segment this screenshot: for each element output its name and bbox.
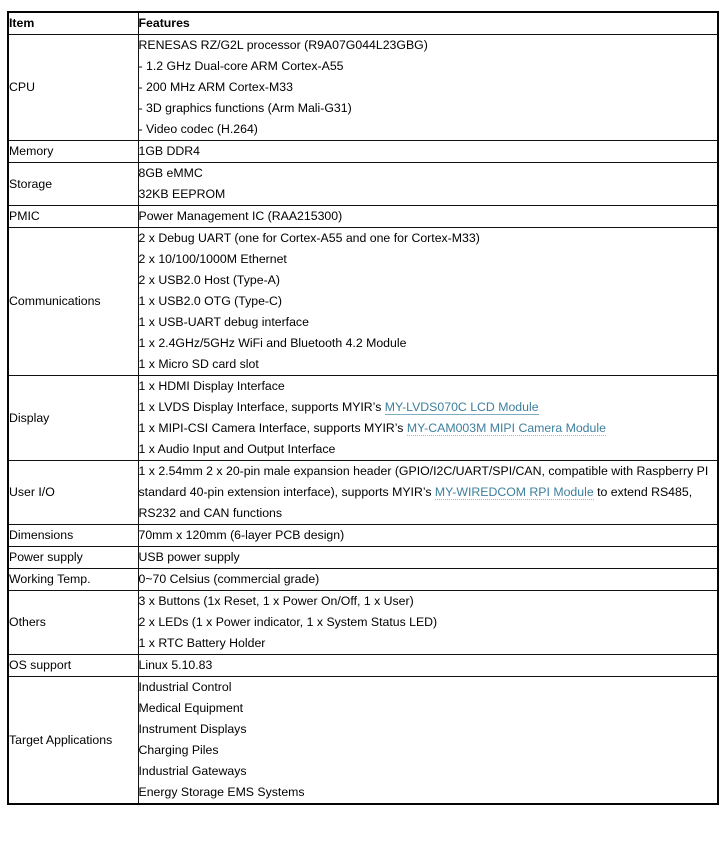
feature-line: 1 x RTC Battery Holder xyxy=(138,636,266,650)
row-label-cpu: CPU xyxy=(8,35,138,141)
feature-line: 1GB DDR4 xyxy=(138,144,201,158)
feature-line: 1 x HDMI Display Interface xyxy=(138,379,285,393)
row-features-cpu xyxy=(138,35,718,141)
table-row xyxy=(8,163,718,206)
row-features-display xyxy=(138,376,718,461)
table-row xyxy=(8,35,718,141)
table-row xyxy=(8,547,718,569)
feature-line: - 200 MHz ARM Cortex-M33 xyxy=(138,80,293,94)
feature-line: 8GB eMMC xyxy=(138,166,203,180)
feature-line: Power Management IC (RAA215300) xyxy=(138,209,343,223)
feature-line-mipi xyxy=(139,418,718,439)
feature-line: Linux 5.10.83 xyxy=(138,658,213,672)
table-header-row xyxy=(8,12,718,35)
feature-line: RENESAS RZ/G2L processor (R9A07G044L23GBG) xyxy=(138,38,428,52)
feature-line: 1 x Audio Input and Output Interface xyxy=(138,442,336,456)
table-row xyxy=(8,591,718,655)
user-io-text-before: 1 x 2.54mm 2 x 20-pin male expansion header (GPIO/I2C/UART/SPI/CAN, compatible with Raspberry PI standard 40-pin extension interface), supports MYIR’s xyxy=(138,464,709,499)
feature-line: Charging Piles xyxy=(138,743,219,757)
feature-line: Industrial Gateways xyxy=(138,764,247,778)
link-my-lvds070c-lcd-module[interactable]: MY-LVDS070C LCD Module xyxy=(384,400,539,414)
feature-line: 2 x LEDs (1 x Power indicator, 1 x System Status LED) xyxy=(138,615,438,629)
feature-line: - 1.2 GHz Dual-core ARM Cortex-A55 xyxy=(138,59,344,73)
row-features-working-temp xyxy=(138,569,718,591)
link-my-wiredcom-rpi-module[interactable]: MY-WIREDCOM RPI Module xyxy=(434,485,594,499)
feature-line: USB power supply xyxy=(138,550,240,564)
feature-line: 1 x USB-UART debug interface xyxy=(138,315,309,329)
table-row xyxy=(8,206,718,228)
table-row xyxy=(8,376,718,461)
table-row xyxy=(8,461,718,525)
table-row xyxy=(8,228,718,376)
feature-line: Energy Storage EMS Systems xyxy=(138,785,305,799)
feature-line: 0~70 Celsius (commercial grade) xyxy=(138,572,320,586)
table-row xyxy=(8,569,718,591)
row-features-communications xyxy=(138,228,718,376)
row-label-display: Display xyxy=(8,376,138,461)
row-label-user-io: User I/O xyxy=(8,461,138,525)
mipi-text-before: 1 x MIPI-CSI Camera Interface, supports MYIR’s xyxy=(138,421,407,435)
feature-line: - 3D graphics functions (Arm Mali-G31) xyxy=(138,101,352,115)
row-features-dimensions xyxy=(138,525,718,547)
feature-line: 32KB EEPROM xyxy=(138,187,226,201)
feature-line: Medical Equipment xyxy=(138,701,244,715)
feature-paragraph xyxy=(139,461,718,524)
user-io-text-after: to extend RS485, RS232 and CAN functions xyxy=(138,485,693,520)
column-header-features: Features xyxy=(138,12,718,35)
row-features-memory xyxy=(138,141,718,163)
row-label-working-temp: Working Temp. xyxy=(8,569,138,591)
row-label-storage: Storage xyxy=(8,163,138,206)
row-features-user-io xyxy=(138,461,718,525)
row-features-os-support xyxy=(138,655,718,677)
row-label-communications: Communications xyxy=(8,228,138,376)
row-features-storage xyxy=(138,163,718,206)
feature-line: 2 x Debug UART (one for Cortex-A55 and one for Cortex-M33) xyxy=(138,231,480,245)
row-label-os-support: OS support xyxy=(8,655,138,677)
feature-line-lvds xyxy=(139,397,718,418)
feature-line: 2 x 10/100/1000M Ethernet xyxy=(138,252,287,266)
feature-line: 1 x USB2.0 OTG (Type-C) xyxy=(138,294,282,308)
table-body xyxy=(8,35,718,805)
row-features-target-applications xyxy=(138,677,718,805)
table-row xyxy=(8,141,718,163)
feature-line: Instrument Displays xyxy=(138,722,247,736)
link-my-cam003m-mipi-camera-module[interactable]: MY-CAM003M MIPI Camera Module xyxy=(406,421,606,435)
table-header xyxy=(8,12,718,35)
row-features-power-supply xyxy=(138,547,718,569)
feature-line: 2 x USB2.0 Host (Type-A) xyxy=(138,273,280,287)
table-row xyxy=(8,655,718,677)
row-label-others: Others xyxy=(8,591,138,655)
row-label-dimensions: Dimensions xyxy=(8,525,138,547)
row-features-others xyxy=(138,591,718,655)
row-label-memory: Memory xyxy=(8,141,138,163)
feature-line: - Video codec (H.264) xyxy=(138,122,258,136)
feature-line: 1 x Micro SD card slot xyxy=(138,357,259,371)
row-label-target-applications: Target Applications xyxy=(8,677,138,805)
column-header-item: Item xyxy=(8,12,138,35)
feature-line: 1 x 2.4GHz/5GHz WiFi and Bluetooth 4.2 Module xyxy=(138,336,407,350)
row-label-power-supply: Power supply xyxy=(8,547,138,569)
table-row xyxy=(8,677,718,805)
feature-line: 70mm x 120mm (6-layer PCB design) xyxy=(138,528,345,542)
feature-line: 3 x Buttons (1x Reset, 1 x Power On/Off, 1 x User) xyxy=(138,594,414,608)
feature-line: Industrial Control xyxy=(138,680,232,694)
row-features-pmic xyxy=(138,206,718,228)
lvds-text-before: 1 x LVDS Display Interface, supports MYIR’s xyxy=(138,400,385,414)
row-label-pmic: PMIC xyxy=(8,206,138,228)
table-row xyxy=(8,525,718,547)
specification-table xyxy=(7,11,719,805)
